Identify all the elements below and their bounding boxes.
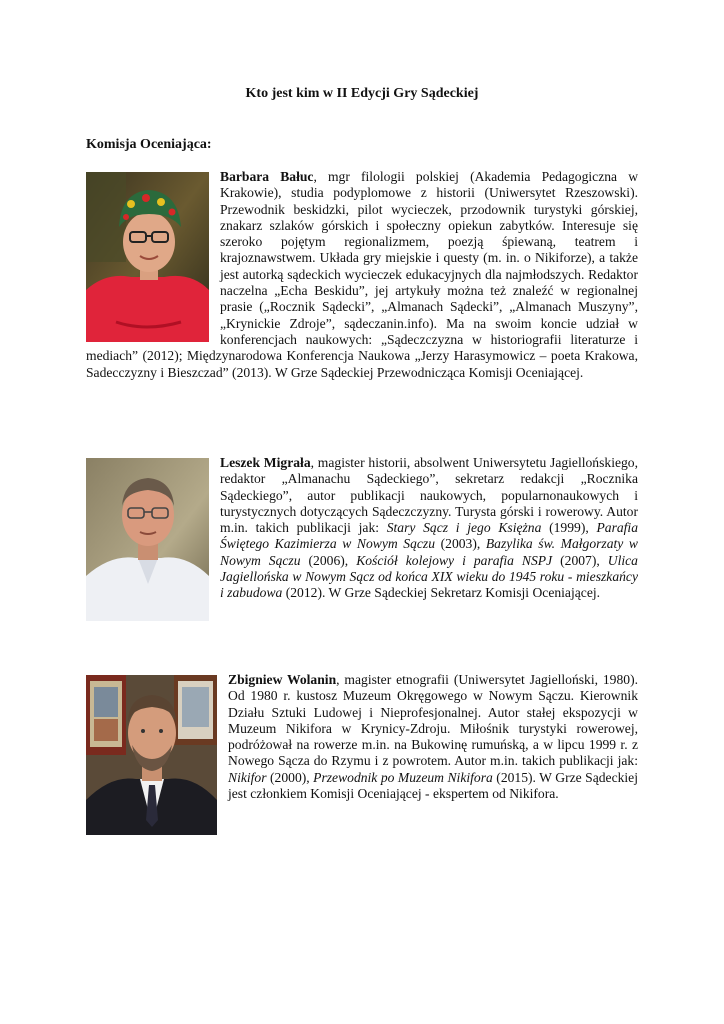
portrait-photo-barbara-baluc (86, 172, 209, 342)
publication-title: Nikifor (228, 769, 267, 785)
publication-title: Przewodnik po Muzeum Nikifora (313, 769, 493, 785)
publication-title: Ulica Jagiellońska w Nowym Sącz od końca XIX wieku do 1945 roku - mieszkańcy i zabudowa (220, 552, 638, 601)
publication-title: Bazylika św. Małgorzaty w Nowym Sączu (220, 536, 639, 568)
publication-title: Parafia Świętego Kazimierza w Nowym Sączu (220, 520, 639, 552)
bio-text: (2003), (435, 536, 486, 552)
portrait-photo-zbigniew-wolanin (86, 675, 217, 835)
publication-title: Kościół kolejowy i parafia NSPJ (356, 552, 553, 568)
bio-text: , magister historii, absolwent Uniwersytetu Jagiellońskiego, redaktor „Almanachu Sądeckiego”, sekretarz redakcji „Rocznika Sądeckiego”, autor publikacji naukowych, popularnonaukowych i turystycznych dotyczących Sądeczczyzny. Turysta górski i rowerowy. Autor m.in. takich publikacji jak: (220, 455, 638, 536)
bio-text: (2006), (300, 552, 357, 568)
person-name: Barbara Bałuc (220, 169, 314, 184)
section-heading: Komisja Oceniająca: (86, 137, 212, 152)
bio-text: (2015). W Grze Sądeckiej jest członkiem Komisji Oceniającej - ekspertem od Nikifora. (228, 769, 638, 802)
bio-text: , magister etnografii (Uniwersytet Jagielloński, 1980). Od 1980 r. kustosz Muzeum Okręgowego w Nowym Sączu. Kierownik Działu Sztuki Ludowej i Nieprofesjonalnej. Autor stałej ekspozycji w Muzeum Nikifora w Krynicy-Zdroju. Miłośnik turystyki rowerowej, podróżował na rowerze m.in. na Bukowinę rumuńską, a w lipcu 1999 r. z Nowego Sącza do Rzymu i z powrotem. Autor m.in. takich publikacji jak: (228, 672, 638, 769)
page-title: Kto jest kim w II Edycji Gry Sądeckiej (245, 86, 479, 101)
publication-title: Stary Sącz i jego Księżna (386, 520, 542, 536)
person-name: Zbigniew Wolanin (228, 672, 337, 687)
bio-barbara-baluc (86, 169, 638, 381)
portrait-photo-leszek-migrala (86, 458, 209, 621)
bio-leszek-migrala (86, 455, 638, 621)
bio-text: , mgr filologii polskiej (Akademia Pedagogiczna w Krakowie), studia podyplomowe z historii (Uniwersytet Rzeszowski). Przewodnik beskidzki, pilot wycieczek, przodownik turystyki górskiej, znakarz szlaków górskich i społeczny opiekun zabytków. Interesuje się szeroko pojętym regionalizmem, poezją śpiewaną, teatrem i krajoznawstwem. Układa gry miejskie i questy (m. in. o Nikiforze), a także jest autorką sądeckich wycieczek edukacyjnych dla najmłodszych. Redaktor naczelna „Echa Beskidu”, jej artykuły można też znaleźć w regionalnej prasie („Rocznik Sądecki”, „Almanach Sądecki”, „Almanach Muszyny”, „Krynickie Zdroje”, sądeczanin.info). Ma na swoim koncie udział w konferencjach naukowych: „Sądeczczyzna w historiografii literaturze i mediach” (2012); Międzynarodowa Konferencja Naukowa „Jerzy Harasymowicz – poeta Krakowa, Sadecczyzny i Bieszczad” (2013). W Grze Sądeckiej Przewodnicząca Komisji Oceniającej. (86, 169, 639, 380)
bio-text: (2012). W Grze Sądeckiej Sekretarz Komisji Oceniającej. (282, 585, 601, 601)
bio-zbigniew-wolanin (86, 672, 638, 835)
bio-text: (2007), (552, 552, 608, 568)
bio-text: (2000), (266, 769, 314, 785)
person-name: Leszek Migrała (220, 455, 311, 470)
bio-text: (1999), (541, 520, 597, 536)
